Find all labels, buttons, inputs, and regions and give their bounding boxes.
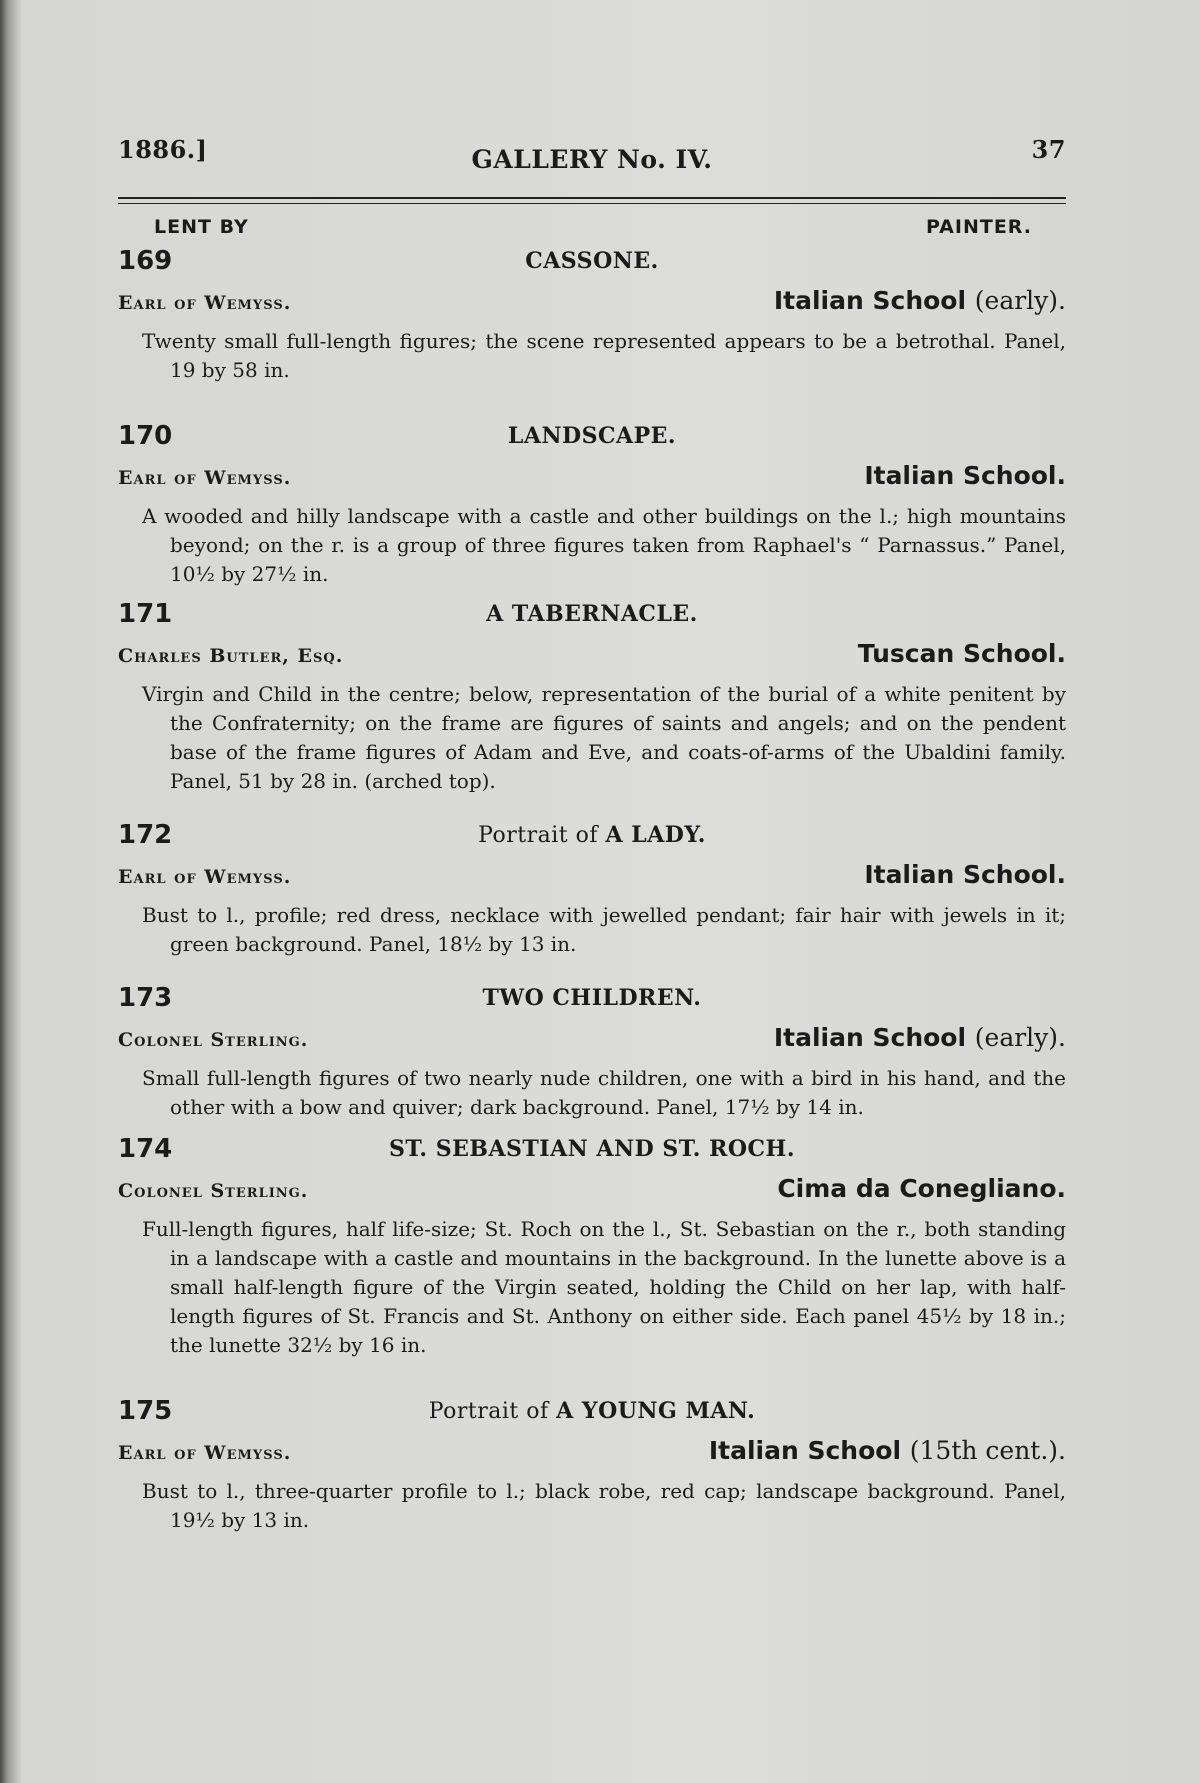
entry-heading [118,240,1066,278]
lent-by-heading: LENT BY [154,216,249,238]
entry-number: 172 [118,820,173,850]
entry-title [118,822,1066,848]
entry-title [118,1398,1066,1424]
school [774,286,1066,315]
lender-row [118,860,1066,889]
lender: Colonel Sterling. [118,1029,309,1051]
entry-description: Full-length figures, half life-size; St. Roch on the l., St. Sebastian on the r., both standing in a landscape with a castle and mountains in the background. In the lunette above is a small half-length figure of the Virgin seated, holding the Child on her lap, with half-length figures of St. Francis and St. Anthony on either side. Each panel 45½ by 18 in.; the lunette 32½ by 16 in. [142,1217,1066,1357]
lender: Earl of Wemyss. [118,467,292,489]
header-year: 1886.] [118,135,208,164]
entry-number: 169 [118,246,173,276]
entry-title: TWO CHILDREN. [482,985,702,1011]
entry-number: 174 [118,1134,173,1164]
entry-title: ST. SEBASTIAN AND ST. ROCH. [388,1136,795,1162]
school-name: Cima da Conegliano. [777,1174,1066,1203]
entry-title: A TABERNACLE. [486,601,698,627]
catalogue-entry [118,593,1066,796]
catalogue-entry [118,415,1066,589]
lender: Earl of Wemyss. [118,1442,292,1464]
lender-row [118,639,1066,668]
entry-description: Small full-length figures of two nearly nude children, one with a bird in his hand, and the other with a bow and quiver; dark background. Panel, 17½ by 14 in. [142,1066,1066,1119]
painter-heading: PAINTER. [926,216,1032,238]
entry-number: 170 [118,421,173,451]
entry-heading [118,1128,1066,1166]
catalogue-entry [118,240,1066,385]
entry-description: Twenty small full-length figures; the scene represented appears to be a betrothal. Panel, 19 by 58 in. [142,329,1066,382]
entry-number: 171 [118,599,173,629]
entry-heading [118,415,1066,453]
entry-description: Virgin and Child in the centre; below, representation of the burial of a white penitent by the Confraternity; on the frame are figures of saints and angels; and on the pendent base of the frame figures of Adam and Eve, and coats-of-arms of the Ubaldini family. Panel, 51 by 28 in. (arched top). [142,682,1066,793]
school-note: (15th cent.). [909,1436,1066,1465]
lender-row [118,1023,1066,1052]
school [777,1174,1066,1203]
school [864,461,1066,490]
header-rule [118,197,1066,199]
lender: Charles Butler, Esq. [118,645,344,667]
school-note: (early). [974,286,1066,315]
entry-title: CASSONE. [525,248,659,274]
school [864,860,1066,889]
title-subject: A YOUNG MAN. [556,1398,756,1424]
entry-heading [118,593,1066,631]
school-name: Italian School. [864,860,1066,889]
lender: Earl of Wemyss. [118,866,292,888]
entry-number: 175 [118,1396,173,1426]
lender: Colonel Sterling. [118,1180,309,1202]
page-header [118,135,1066,175]
school-name: Italian School [773,286,967,315]
lender: Earl of Wemyss. [118,292,292,314]
title-prefix: Portrait of [478,823,599,848]
entry-heading [118,977,1066,1015]
lender-row [118,1436,1066,1465]
entry-description: Bust to l., profile; red dress, necklace with jewelled pendant; fair hair with jewels in it; green background. Panel, 18½ by 13 in. [142,903,1066,956]
school-name: Italian School [773,1023,967,1052]
school [709,1436,1066,1465]
lender-row [118,286,1066,315]
catalogue-entry [118,977,1066,1122]
school-name: Italian School [708,1436,902,1465]
school-note: (early). [974,1023,1066,1052]
entry-title: LANDSCAPE. [507,423,677,449]
header-rule-thin [118,203,1066,204]
school [858,639,1066,668]
entry-heading [118,1390,1066,1428]
entry-description: Bust to l., three-quarter profile to l.; black robe, red cap; landscape background. Panel, 19½ by 13 in. [142,1479,1066,1532]
school [774,1023,1066,1052]
school-name: Tuscan School. [857,639,1066,668]
title-prefix: Portrait of [428,1399,549,1424]
page-content [118,135,1066,1535]
catalogue-entry [118,814,1066,959]
entry-number: 173 [118,983,173,1013]
catalogue-entry [118,1390,1066,1535]
entry-description: A wooded and hilly landscape with a castle and other buildings on the l.; high mountains beyond; on the r. is a group of three figures taken from Raphael's “ Parnassus.” Panel, 10½ by 27½ in. [142,504,1066,586]
lender-row [118,461,1066,490]
page-number: 37 [1031,135,1066,164]
school-name: Italian School. [864,461,1066,490]
lender-row [118,1174,1066,1203]
entry-heading [118,814,1066,852]
catalogue-entry [118,1128,1066,1360]
title-subject: A LADY. [605,822,706,848]
column-headings [118,216,1066,238]
header-title: GALLERY No. IV. [471,145,713,174]
